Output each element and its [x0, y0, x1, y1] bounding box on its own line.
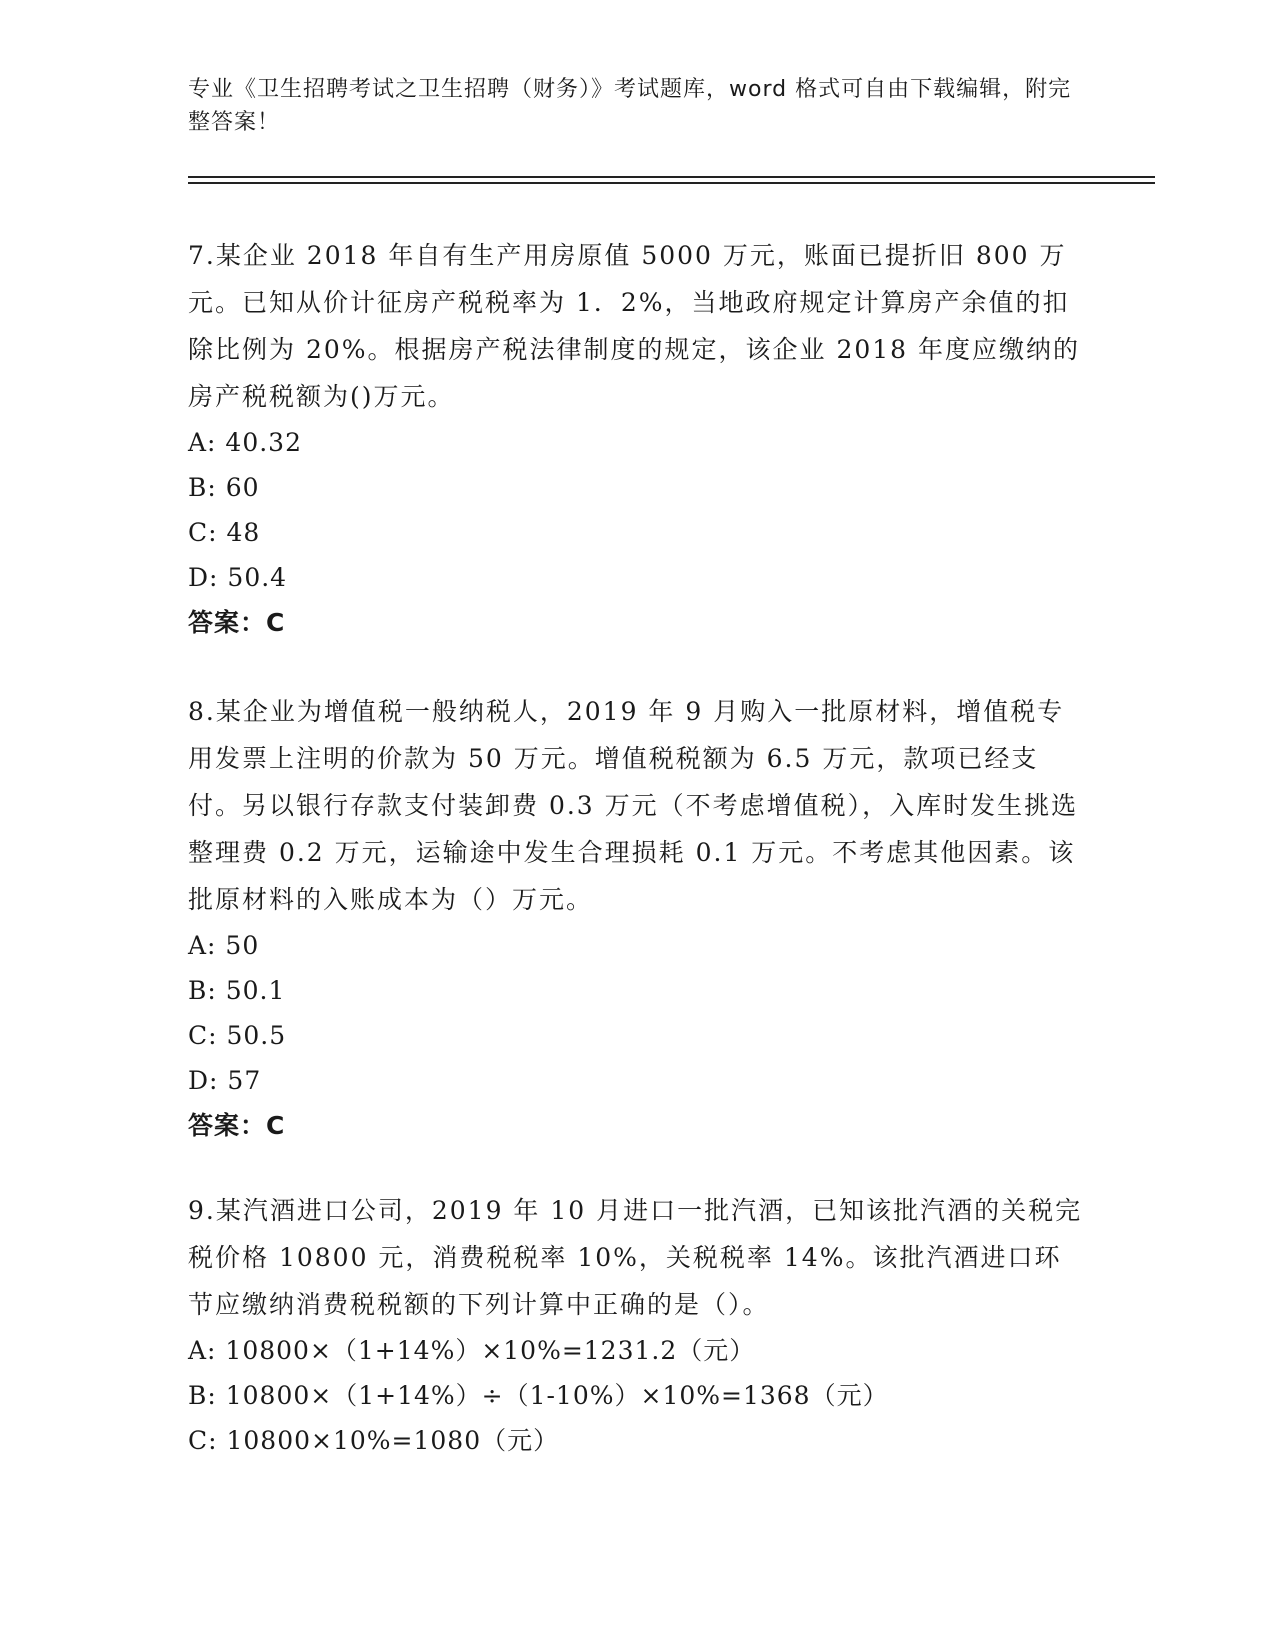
option-c: C: 10800×10%=1080（元） [188, 1426, 560, 1455]
option-a: A: 40.32 [188, 428, 302, 457]
document-header: 专业《卫生招聘考试之卫生招聘（财务）》考试题库，word 格式可自由下载编辑，附完整答案！ [188, 77, 1072, 135]
option-d: D: 50.4 [188, 563, 288, 592]
answer-label: 答案：C [188, 1111, 286, 1140]
option-a: A: 10800×（1+14%）×10%=1231.2（元） [188, 1336, 756, 1365]
option-d: D: 57 [188, 1066, 262, 1095]
header-divider-bottom [188, 182, 1155, 184]
header-divider-top [188, 176, 1155, 178]
option-c: C: 48 [188, 518, 261, 547]
question-9 [188, 1187, 1088, 1463]
question-stem: 8.某企业为增值税一般纳税人，2019 年 9 月购入一批原材料，增值税专用发票上注明的价款为 50 万元。增值税税额为 6.5 万元，款项已经支付。另以银行存款支付装卸费 0.3 万元（不考虑增值税），入库时发生挑选整理费 0.2 万元，运输途中发生合理损耗 0.1 万元。不考虑其他因素。该批原材料的入账成本为（）万元。 [188, 697, 1079, 914]
option-b: B: 50.1 [188, 976, 286, 1005]
question-stem: 7.某企业 2018 年自有生产用房原值 5000 万元，账面已提折旧 800 万元。已知从价计征房产税税率为 1．2%，当地政府规定计算房产余值的扣除比例为 20%。根据房产税法律制度的规定，该企业 2018 年度应缴纳的房产税税额为()万元。 [188, 241, 1081, 411]
option-c: C: 50.5 [188, 1021, 287, 1050]
question-8 [188, 688, 1088, 1148]
answer-label: 答案：C [188, 608, 286, 637]
option-b: B: 60 [188, 473, 260, 502]
question-stem: 9.某汽酒进口公司，2019 年 10 月进口一批汽酒，已知该批汽酒的关税完税价格 10800 元，消费税税率 10%，关税税率 14%。该批汽酒进口环节应缴纳消费税税额的下列计算中正确的是（）。 [188, 1196, 1083, 1319]
question-7 [188, 232, 1088, 645]
option-a: A: 50 [188, 931, 260, 960]
option-b: B: 10800×（1+14%）÷（1-10%）×10%=1368（元） [188, 1381, 889, 1410]
